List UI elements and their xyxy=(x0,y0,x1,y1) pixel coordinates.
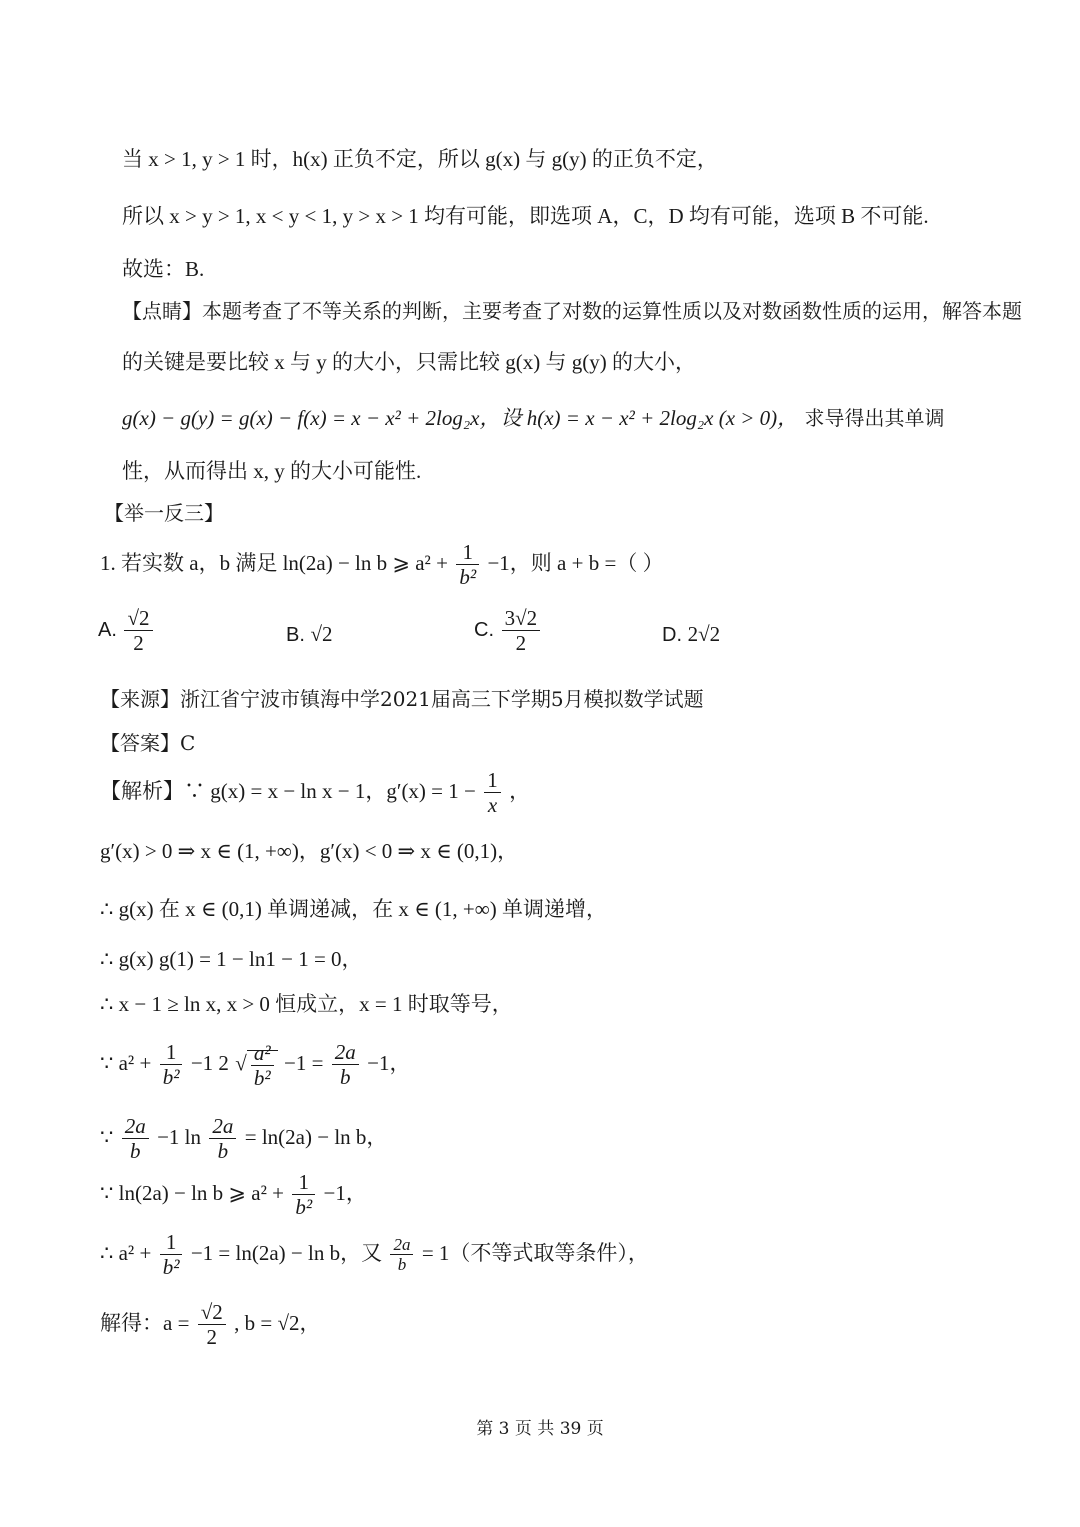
option-d: D. 2√2 xyxy=(662,622,721,646)
text-line-2: 所以 x > y > 1, x < y < 1, y > x > 1 均有可能，即选项 A，C，D 均有可能，选项 B 不可能. xyxy=(122,204,929,228)
fraction: $\frac{√2}{2}$ xyxy=(198,1300,226,1349)
fraction: $\frac{1}{\text{b²}}$ xyxy=(292,1170,315,1219)
fraction: $\frac{1}{\text{b²}}$ xyxy=(160,1040,183,1089)
comment-heading-line: 【点睛】本题考查了不等关系的判断，主要考查了对数的运算性质以及对数函数性质的运用，解答本题 xyxy=(122,299,1022,323)
fraction: $\frac{1}{x}$ xyxy=(484,768,501,817)
fraction: $\frac{\text{a²}}{\text{b²}}$ xyxy=(251,1041,274,1090)
fraction: $\frac{2a}{b}$ xyxy=(332,1040,359,1089)
option-a: A. $\frac{√2}{2}$ xyxy=(98,606,155,655)
text-line-3: 故选：B. xyxy=(122,257,205,281)
fraction: $\frac{2a}{b}$ xyxy=(122,1114,149,1163)
fraction: $\frac{√2}{2}$ xyxy=(124,606,152,655)
solution-line-6: ∵ a² + $\frac{1}{\text{b²}}$ −1 2 √ $\frac{\text{a²}}{\text{b²}}$ −1 = $\frac{2a}{b}$ −1， xyxy=(100,1040,411,1090)
source-line: 【来源】浙江省宁波市镇海中学2021届高三下学期5月模拟数学试题 xyxy=(100,687,704,711)
text-line-1: 当 x > 1, y > 1 时，h(x) 正负不定，所以 g(x) 与 g(y) 的正负不定， xyxy=(122,147,718,171)
solution-line-7: ∵ $\frac{2a}{b}$ −1 ln $\frac{2a}{b}$ = ln(2a) − ln b， xyxy=(100,1114,388,1164)
text-line-6: g(x) − g(y) = g(x) − f(x) = x − x² + 2log₂x，设 h(x) = x − x² + 2log₂x (x > 0)， 求导得出其单调 xyxy=(122,406,945,430)
option-b: B. √2 xyxy=(286,622,333,646)
text-line-7: 性，从而得出 x, y 的大小可能性. xyxy=(122,459,422,483)
square-root: √ $\frac{\text{a²}}{\text{b²}}$ xyxy=(235,1041,277,1090)
solution-line-8: ∵ ln(2a) − ln b ⩾ a² + $\frac{1}{\text{b²}}$ −1， xyxy=(100,1170,367,1220)
fraction: $\frac{3√2}{2}$ xyxy=(502,606,541,655)
fraction: $\frac{1}{\text{b²}}$ xyxy=(456,540,479,589)
option-c: C. $\frac{3√2}{2}$ xyxy=(474,606,542,655)
solution-line-5: ∴ x − 1 ≥ ln x, x > 0 恒成立，x = 1 时取等号， xyxy=(100,992,513,1016)
fraction: $\frac{1}{\text{b²}}$ xyxy=(160,1230,183,1279)
answer-line: 【答案】C xyxy=(100,731,196,755)
page-footer: 第 3 页 共 39 页 xyxy=(476,1419,604,1439)
solution-line-4: ∴ g(x) g(1) = 1 − ln1 − 1 = 0， xyxy=(100,947,363,971)
solution-line-10: 解得：a = $\frac{√2}{2}$ , b = √2， xyxy=(100,1300,321,1350)
question-1: 1. 若实数 a，b 满足 ln(2a) − ln b ⩾ a² + $\frac{1}{\text{b²}}$ −1，则 a + b =（ ） xyxy=(100,540,664,590)
solution-line-3: ∴ g(x) 在 x ∈ (0,1) 单调递减，在 x ∈ (1, +∞) 单调递增， xyxy=(100,897,607,921)
solution-line-1: 【解析】∵ g(x) = x − ln x − 1，g′(x) = 1 − $\frac{1}{x}$ ， xyxy=(100,768,531,818)
text-line-5: 的关键是要比较 x 与 y 的大小，只需比较 g(x) 与 g(y) 的大小， xyxy=(122,350,696,374)
section-heading: 【举一反三】 xyxy=(104,501,224,525)
fraction: $\frac{2a}{b}$ xyxy=(209,1114,236,1163)
fraction: $\frac{2a}{b}$ xyxy=(390,1235,413,1275)
solution-line-9: ∴ a² + $\frac{1}{\text{b²}}$ −1 = ln(2a) − ln b，又 $\frac{2a}{b}$ = 1（不等式取等条件）， xyxy=(100,1230,649,1280)
solution-line-2: g′(x) > 0 ⇒ x ∈ (1, +∞)，g′(x) < 0 ⇒ x ∈ (0,1)， xyxy=(100,839,519,863)
